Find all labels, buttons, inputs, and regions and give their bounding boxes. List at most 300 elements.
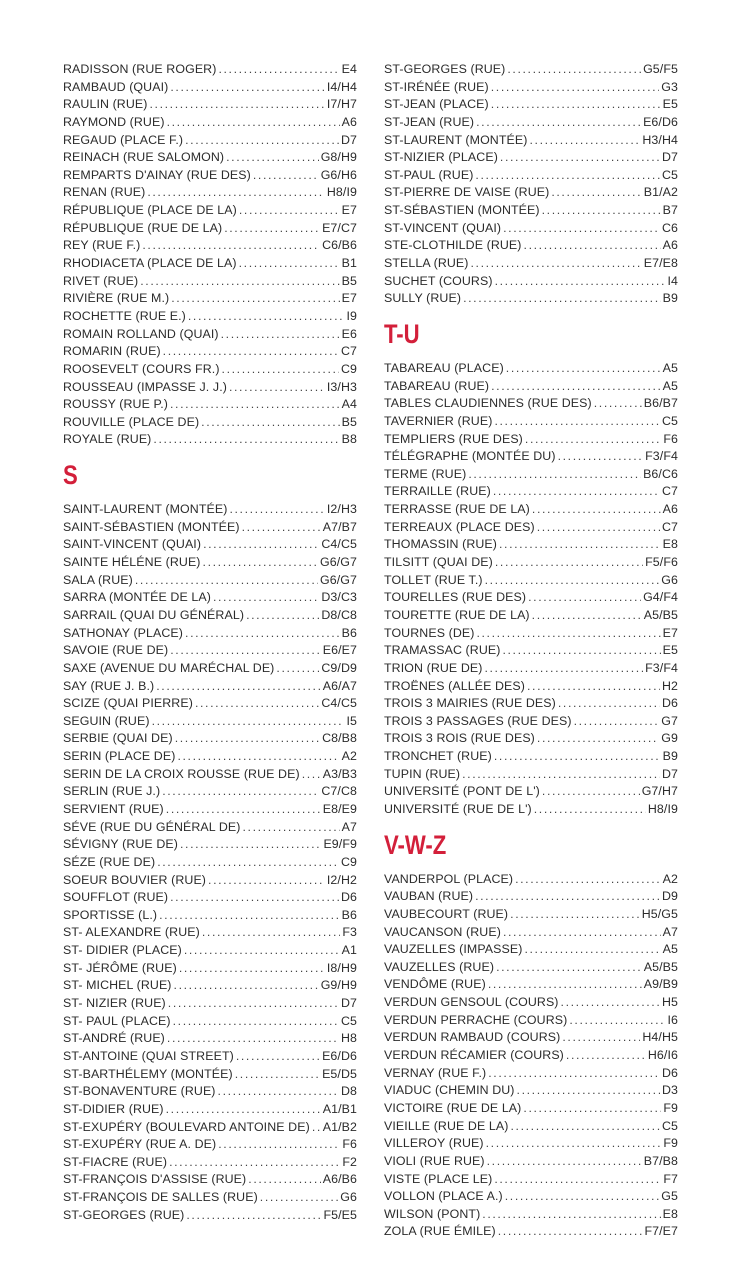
street-name: RENAN (RUE) xyxy=(63,185,146,200)
dot-leader xyxy=(488,976,642,994)
dot-leader xyxy=(475,167,660,185)
street-name: SOEUR BOUVIER (RUE) xyxy=(63,872,207,887)
street-name: VIOLI (RUE RUE) xyxy=(384,1153,485,1168)
dot-leader xyxy=(500,149,660,167)
grid-reference: G7 xyxy=(661,713,678,728)
index-entry xyxy=(384,273,678,291)
dot-leader xyxy=(493,483,660,501)
dot-leader xyxy=(510,1118,659,1136)
dot-leader xyxy=(156,678,321,696)
index-entry xyxy=(63,783,357,801)
grid-reference: G4/F4 xyxy=(643,590,678,605)
street-name: SAINT-SÉBASTIEN (MONTÉE) xyxy=(63,519,240,534)
index-entry xyxy=(63,889,357,907)
grid-reference: H8 xyxy=(340,1031,357,1046)
grid-reference: C6/B6 xyxy=(322,238,357,253)
dot-leader xyxy=(179,960,325,978)
index-entry xyxy=(384,678,678,696)
dot-leader xyxy=(476,625,660,643)
index-entry xyxy=(384,536,678,554)
street-name: SERLIN (RUE J.) xyxy=(63,784,161,799)
street-name: VERNAY (RUE F.) xyxy=(384,1065,487,1080)
dot-leader xyxy=(462,766,660,784)
dot-leader xyxy=(562,1029,640,1047)
index-entry xyxy=(63,1066,357,1084)
dot-leader xyxy=(175,730,320,748)
street-name: ST-PIERRE DE VAISE (RUE) xyxy=(384,185,550,200)
street-name: SAXE (AVENUE DU MARÉCHAL DE) xyxy=(63,660,275,675)
street-name: TOURETTE (RUE DE LA) xyxy=(384,607,530,622)
street-name: SÉVE (RUE DU GÉNÉRAL DE) xyxy=(63,819,241,834)
grid-reference: E8 xyxy=(662,1206,678,1221)
dot-leader xyxy=(463,290,661,308)
dot-leader xyxy=(229,379,325,397)
dot-leader xyxy=(202,924,340,942)
street-name: VERDUN GENSOUL (COURS) xyxy=(384,995,559,1010)
dot-leader xyxy=(505,1188,660,1206)
dot-leader xyxy=(488,1065,660,1083)
dot-leader xyxy=(484,660,643,678)
street-name: VIADUC (CHEMIN DU) xyxy=(384,1083,515,1098)
grid-reference: C5 xyxy=(661,1118,678,1133)
dot-leader xyxy=(218,1083,339,1101)
street-name: ST-FRANÇOIS D'ASSISE (RUE) xyxy=(63,1172,247,1187)
street-name: TRAMASSAC (RUE) xyxy=(384,643,501,658)
grid-reference: E8 xyxy=(662,537,678,552)
grid-reference: A5/B5 xyxy=(643,607,678,622)
index-entry xyxy=(63,907,357,925)
grid-reference: H8/I9 xyxy=(326,185,357,200)
grid-reference: F7/E7 xyxy=(644,1224,678,1239)
index-entry xyxy=(384,1065,678,1083)
street-name: REINACH (RUE SALOMON) xyxy=(63,150,225,165)
dot-leader xyxy=(222,361,339,379)
index-entry xyxy=(384,766,678,784)
index-entry xyxy=(384,1135,678,1153)
street-name: RÉPUBLIQUE (RUE DE LA) xyxy=(63,220,223,235)
street-name: VOLLON (PLACE A.) xyxy=(384,1189,503,1204)
street-name: ST-SÉBASTIEN (MONTÉE) xyxy=(384,203,540,218)
grid-reference: F3 xyxy=(342,925,357,940)
index-entry xyxy=(63,519,357,537)
section-header-s: S xyxy=(63,460,78,491)
index-entry xyxy=(63,1189,357,1207)
dot-leader xyxy=(495,554,643,572)
dot-leader xyxy=(542,202,661,220)
dot-leader xyxy=(142,237,320,255)
street-name: STELLA (RUE) xyxy=(384,256,469,271)
dot-leader xyxy=(184,942,340,960)
index-entry xyxy=(384,96,678,114)
grid-reference: G7/H7 xyxy=(641,784,678,799)
dot-leader xyxy=(174,977,319,995)
index-entry xyxy=(63,273,357,291)
grid-reference: D6 xyxy=(661,1065,678,1080)
dot-leader xyxy=(485,572,660,590)
grid-reference: C5 xyxy=(661,413,678,428)
dot-leader xyxy=(163,343,339,361)
street-name: ST-JEAN (PLACE) xyxy=(384,97,489,112)
dot-leader xyxy=(166,1101,321,1119)
street-name: REMPARTS D'AINAY (RUE DES) xyxy=(63,167,251,182)
dot-leader xyxy=(551,184,641,202)
dot-leader xyxy=(218,1136,340,1154)
index-entry xyxy=(63,554,357,572)
index-entry xyxy=(63,819,357,837)
dot-leader xyxy=(566,1047,646,1065)
dot-leader xyxy=(537,519,660,537)
grid-reference: D8 xyxy=(340,1084,357,1099)
dot-leader xyxy=(499,536,661,554)
street-name: VERDUN RÉCAMIER (COURS) xyxy=(384,1048,564,1063)
index-entry xyxy=(63,660,357,678)
grid-reference: E4 xyxy=(341,62,357,76)
index-entry xyxy=(63,431,357,449)
street-name: TABAREAU (PLACE) xyxy=(384,360,504,375)
dot-leader xyxy=(524,941,660,959)
index-entry xyxy=(384,519,678,537)
street-name: ROUSSY (RUE P.) xyxy=(63,397,169,412)
grid-reference: D6 xyxy=(340,890,357,905)
dot-leader xyxy=(276,660,319,678)
index-entry xyxy=(63,836,357,854)
dot-leader xyxy=(166,801,321,819)
grid-reference: B5 xyxy=(341,414,357,429)
dot-leader xyxy=(153,431,339,449)
index-entry xyxy=(63,960,357,978)
dot-leader xyxy=(494,748,661,766)
index-entry xyxy=(63,1119,357,1137)
street-name: SARRAIL (QUAI DU GÉNÉRAL) xyxy=(63,607,245,622)
grid-reference: E7 xyxy=(341,291,357,306)
grid-reference: I4 xyxy=(667,273,678,288)
grid-reference: D7 xyxy=(340,132,357,147)
index-entry xyxy=(384,607,678,625)
street-name: ST- DIDIER (PLACE) xyxy=(63,943,182,958)
index-entry xyxy=(63,572,357,590)
street-name: ST-GEORGES (RUE) xyxy=(63,1207,185,1222)
street-name: ST-FRANÇOIS DE SALLES (RUE) xyxy=(63,1190,258,1205)
grid-reference: E7/C7 xyxy=(322,220,357,235)
grid-reference: B6/B7 xyxy=(643,396,678,411)
index-entry xyxy=(384,395,678,413)
street-name: SERIN DE LA CROIX ROUSSE (RUE DE) xyxy=(63,766,300,781)
dot-leader xyxy=(525,431,661,449)
index-entry xyxy=(384,79,678,97)
street-name: TOURNES (DE) xyxy=(384,625,475,640)
index-entry xyxy=(63,202,357,220)
street-name: SÉVIGNY (RUE DE) xyxy=(63,837,178,852)
street-name: TROËNES (ALLÉE DES) xyxy=(384,678,525,693)
grid-reference: G5 xyxy=(661,1189,678,1204)
index-entry xyxy=(384,554,678,572)
index-entry xyxy=(384,783,678,801)
street-name: SERVIENT (RUE) xyxy=(63,801,164,816)
street-name: UNIVERSITÉ (PONT DE L') xyxy=(384,784,540,799)
index-entry xyxy=(63,361,357,379)
grid-reference: H5/G5 xyxy=(641,906,678,921)
grid-reference: C7 xyxy=(661,484,678,499)
grid-reference: I2/H2 xyxy=(326,872,357,887)
index-entry xyxy=(63,766,357,784)
index-entry xyxy=(384,448,678,466)
grid-reference: A1/B2 xyxy=(322,1119,357,1134)
street-name: SAINT-VINCENT (QUAI) xyxy=(63,537,202,552)
index-entry xyxy=(384,501,678,519)
grid-reference: I6 xyxy=(667,1012,678,1027)
dot-leader xyxy=(491,79,660,97)
grid-reference: A6/B6 xyxy=(322,1172,357,1187)
index-entry xyxy=(63,1101,357,1119)
street-name: SEGUIN (RUE) xyxy=(63,713,150,728)
grid-reference: D7 xyxy=(340,996,357,1011)
index-entry xyxy=(384,1118,678,1136)
street-name: RADISSON (RUE ROGER) xyxy=(63,62,217,76)
dot-leader xyxy=(185,132,339,150)
grid-reference: C5 xyxy=(661,167,678,182)
street-name: ROUVILLE (PLACE DE) xyxy=(63,414,200,429)
dot-leader xyxy=(188,308,345,326)
dot-leader xyxy=(203,554,318,572)
grid-reference: C6 xyxy=(661,220,678,235)
index-entry xyxy=(63,414,357,432)
street-name: TERRASSE (RUE DE LA) xyxy=(384,502,530,517)
dot-leader xyxy=(218,61,339,79)
grid-reference: E5 xyxy=(662,97,678,112)
dot-leader xyxy=(170,642,321,660)
index-entry xyxy=(384,255,678,273)
grid-reference: G8/H9 xyxy=(320,150,357,165)
index-entry xyxy=(63,695,357,713)
grid-reference: B9 xyxy=(662,749,678,764)
dot-leader xyxy=(542,783,640,801)
index-entry xyxy=(63,237,357,255)
grid-reference: D3/C3 xyxy=(321,590,357,605)
dot-leader xyxy=(524,237,661,255)
street-name: SAINTE HÉLÉNE (RUE) xyxy=(63,555,201,570)
grid-reference: H4/H5 xyxy=(642,1030,678,1045)
dot-leader xyxy=(180,836,321,854)
grid-reference: C7/C8 xyxy=(321,784,357,799)
index-entry xyxy=(384,1047,678,1065)
street-name: ST-NIZIER (PLACE) xyxy=(384,150,498,165)
dot-leader xyxy=(239,202,340,220)
dot-leader xyxy=(177,748,339,766)
grid-reference: F9 xyxy=(663,1100,678,1115)
index-entry xyxy=(384,220,678,238)
street-name: ST-ANTOINE (QUAI STREET) xyxy=(63,1048,234,1063)
index-entry xyxy=(63,1083,357,1101)
dot-leader xyxy=(224,220,320,238)
index-entry xyxy=(384,466,678,484)
index-entry xyxy=(384,625,678,643)
entry-list-v-w-z xyxy=(384,871,678,1241)
dot-leader xyxy=(171,290,339,308)
grid-reference: C4/C5 xyxy=(321,537,357,552)
dot-leader xyxy=(532,501,661,519)
index-entry xyxy=(63,625,357,643)
street-name: ZOLA (RUE ÉMILE) xyxy=(384,1224,496,1239)
dot-leader xyxy=(213,589,319,607)
grid-reference: F6 xyxy=(342,1137,357,1152)
grid-reference: F6 xyxy=(663,431,678,446)
index-entry xyxy=(63,642,357,660)
grid-reference: I3/H3 xyxy=(326,379,357,394)
index-entry xyxy=(63,1013,357,1031)
grid-reference: E6/D6 xyxy=(322,1048,357,1063)
street-name: ST- NIZIER (RUE) xyxy=(63,996,166,1011)
dot-leader xyxy=(226,149,319,167)
street-name: VERDUN RAMBAUD (COURS) xyxy=(384,1030,561,1045)
street-name: SOUFFLOT (RUE) xyxy=(63,890,169,905)
index-entry xyxy=(384,642,678,660)
street-name: ST-BONAVENTURE (RUE) xyxy=(63,1084,216,1099)
street-name: VAUBECOURT (RUE) xyxy=(384,906,509,921)
dot-leader xyxy=(243,819,340,837)
index-entry xyxy=(63,1136,357,1154)
grid-reference: I7/H7 xyxy=(326,97,357,112)
street-name: RÉPUBLIQUE (PLACE DE LA) xyxy=(63,203,237,218)
street-name: ST-BARTHÉLEMY (MONTÉE) xyxy=(63,1066,233,1081)
dot-leader xyxy=(517,1082,660,1100)
grid-reference: H3/H4 xyxy=(642,132,678,147)
index-entry xyxy=(63,977,357,995)
street-name: ST-IRÉNÉE (RUE) xyxy=(384,79,489,94)
index-entry xyxy=(63,678,357,696)
grid-reference: F3/F4 xyxy=(645,660,678,675)
grid-reference: I2/H3 xyxy=(326,502,357,517)
dot-leader xyxy=(507,61,641,79)
index-entry xyxy=(384,959,678,977)
dot-leader xyxy=(502,642,660,660)
index-entry xyxy=(384,941,678,959)
dot-leader xyxy=(135,572,318,590)
street-name: TERRAILLE (RUE) xyxy=(384,484,491,499)
dot-leader xyxy=(152,713,345,731)
index-entry xyxy=(63,854,357,872)
street-name: SUCHET (COURS) xyxy=(384,273,493,288)
dot-leader xyxy=(167,114,340,132)
street-name: TAVERNIER (RUE) xyxy=(384,413,493,428)
street-name: VERDUN PERRACHE (COURS) xyxy=(384,1012,568,1027)
street-name: TEMPLIERS (RUE DES) xyxy=(384,431,523,446)
dot-leader xyxy=(168,995,339,1013)
grid-reference: G6 xyxy=(340,1190,357,1205)
grid-reference: D7 xyxy=(661,766,678,781)
dot-leader xyxy=(162,783,319,801)
street-name: ST- ALEXANDRE (RUE) xyxy=(63,925,200,940)
street-name: VAUZELLES (RUE) xyxy=(384,959,495,974)
dot-leader xyxy=(491,378,661,396)
grid-reference: E6/D6 xyxy=(643,114,678,129)
dot-leader xyxy=(221,326,340,344)
index-entry xyxy=(384,1153,678,1171)
dot-leader xyxy=(170,889,339,907)
grid-reference: D6 xyxy=(661,696,678,711)
street-name: SALA (RUE) xyxy=(63,572,133,587)
entry-list-s-continued xyxy=(384,61,678,308)
street-name: ROOSEVELT (COURS FR.) xyxy=(63,361,220,376)
grid-reference: A5 xyxy=(662,378,678,393)
dot-leader xyxy=(186,1207,321,1225)
index-entry xyxy=(63,255,357,273)
index-entry xyxy=(63,995,357,1013)
grid-reference: C7 xyxy=(661,519,678,534)
grid-reference: A6 xyxy=(662,502,678,517)
grid-reference: G6/G7 xyxy=(319,572,357,587)
dot-leader xyxy=(246,607,319,625)
dot-leader xyxy=(510,906,640,924)
dot-leader xyxy=(476,114,641,132)
dot-leader xyxy=(236,1048,320,1066)
index-entry xyxy=(384,290,678,308)
street-name: ROMARIN (RUE) xyxy=(63,344,161,359)
dot-leader xyxy=(302,766,321,784)
index-entry xyxy=(63,589,357,607)
index-entry xyxy=(384,924,678,942)
index-entry xyxy=(384,431,678,449)
dot-leader xyxy=(229,501,324,519)
index-entry xyxy=(63,1048,357,1066)
index-entry xyxy=(63,114,357,132)
grid-reference: A2 xyxy=(341,749,357,764)
grid-reference: I9 xyxy=(346,308,357,323)
dot-leader xyxy=(157,854,339,872)
section-header-t-u: T-U xyxy=(384,318,420,349)
index-entry xyxy=(63,132,357,150)
index-column-left xyxy=(63,61,357,1224)
dot-leader xyxy=(496,959,642,977)
street-name: TABAREAU (RUE) xyxy=(384,378,490,393)
street-name: ROMAIN ROLLAND (QUAI) xyxy=(63,326,219,341)
index-entry xyxy=(63,290,357,308)
grid-reference: E7 xyxy=(341,203,357,218)
street-name: ST-PAUL (RUE) xyxy=(384,167,474,182)
grid-reference: B8 xyxy=(341,432,357,447)
grid-reference: G5/F5 xyxy=(643,62,678,76)
dot-leader xyxy=(248,1171,320,1189)
dot-leader xyxy=(208,872,325,890)
street-name: VILLEROY (RUE) xyxy=(384,1136,484,1151)
street-name: ST-GEORGES (RUE) xyxy=(384,62,506,76)
street-name: TOLLET (RUE T.) xyxy=(384,572,483,587)
street-name: RAULIN (RUE) xyxy=(63,97,148,112)
dot-leader xyxy=(515,871,661,889)
grid-reference: A2 xyxy=(662,871,678,886)
street-name: TABLES CLAUDIENNES (RUE DES) xyxy=(384,396,592,411)
grid-reference: B9 xyxy=(662,291,678,306)
dot-leader xyxy=(537,730,659,748)
dot-leader xyxy=(242,519,321,537)
index-entry xyxy=(63,167,357,185)
dot-leader xyxy=(253,167,319,185)
street-name: WILSON (PONT) xyxy=(384,1206,481,1221)
index-entry xyxy=(63,79,357,97)
index-entry xyxy=(384,748,678,766)
index-entry xyxy=(384,413,678,431)
grid-reference: F2 xyxy=(342,1154,357,1169)
index-entry xyxy=(384,1206,678,1224)
street-name: VISTE (PLACE LE) xyxy=(384,1171,493,1186)
grid-reference: E5/D5 xyxy=(322,1066,357,1081)
dot-leader xyxy=(170,396,340,414)
street-name: ST-DIDIER (RUE) xyxy=(63,1101,164,1116)
grid-reference: A7 xyxy=(662,924,678,939)
index-entry xyxy=(63,184,357,202)
index-entry xyxy=(63,730,357,748)
index-entry xyxy=(63,536,357,554)
dot-leader xyxy=(527,678,660,696)
